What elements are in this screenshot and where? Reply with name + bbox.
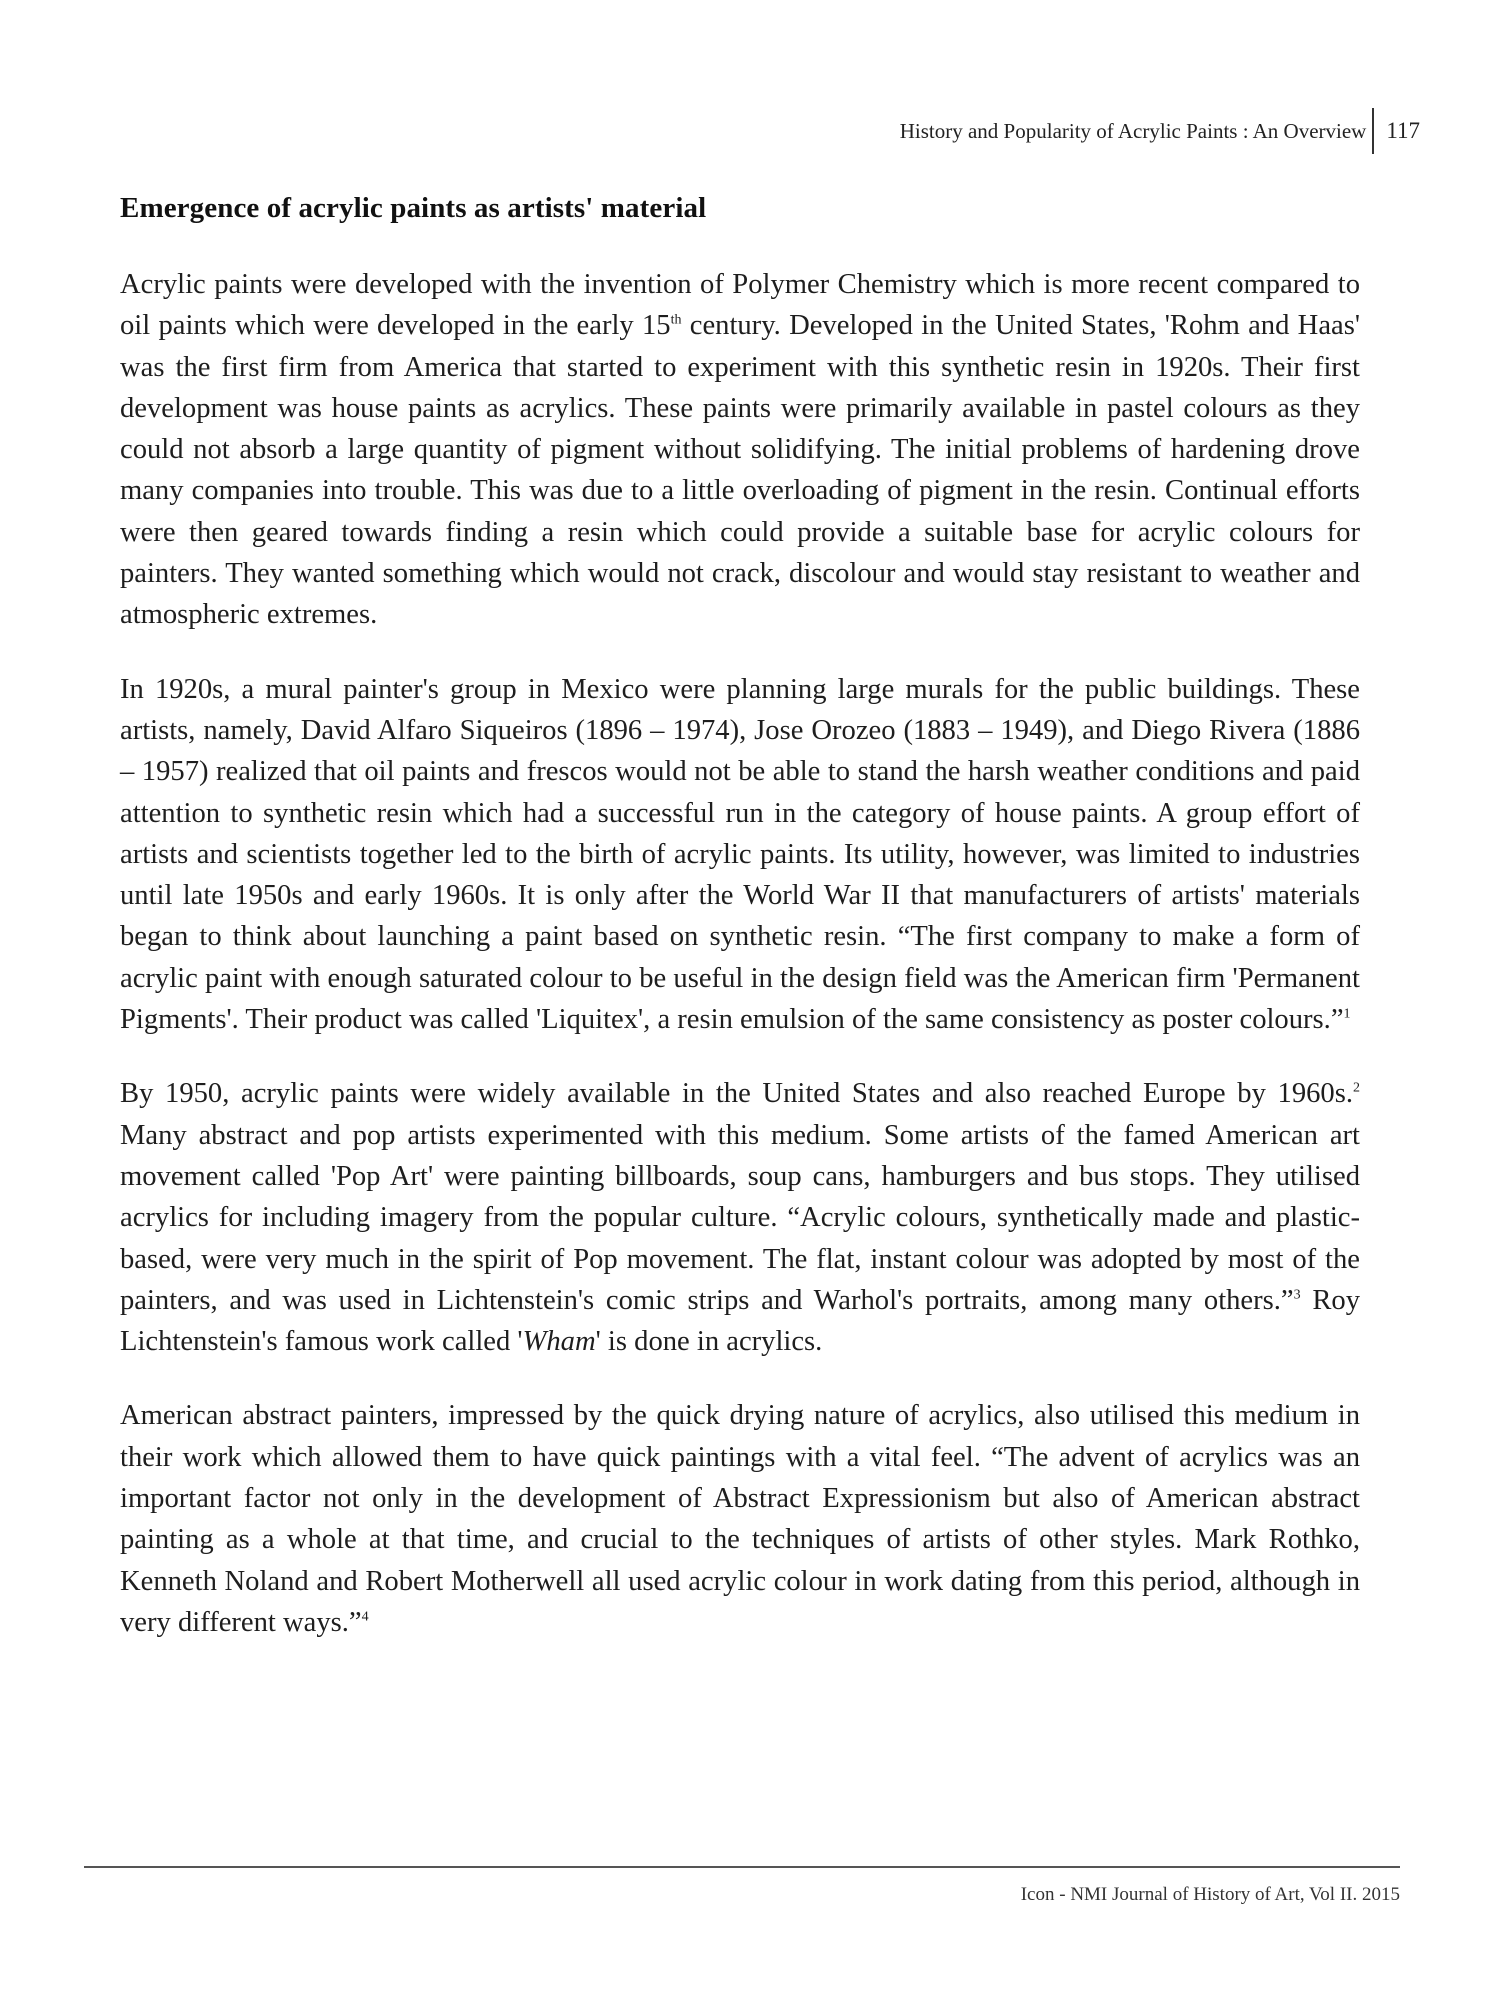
paragraph xyxy=(120,1395,1360,1643)
journal-footer: Icon - NMI Journal of History of Art, Vol II. 2015 xyxy=(1020,1884,1400,1905)
paragraph-text: Acrylic paints were developed with the invention of Polymer Chemistry which is more recent compared to oil paints which were developed in the early 15 xyxy=(120,269,1360,342)
paragraph xyxy=(120,264,1360,636)
footnote-marker: 1 xyxy=(1343,1006,1351,1022)
paragraph xyxy=(120,1073,1360,1362)
header-divider xyxy=(1372,108,1374,154)
paragraph-text: American abstract painters, impressed by the quick drying nature of acrylics, also utilised this medium in their work which allowed them to have quick paintings with a vital feel. “The advent of acrylics was an important factor not only in the development of Abstract Expressionism but also of American abstract painting as a whole at that time, and crucial to the techniques of artists of other styles. Mark Rothko, Kenneth Noland and Robert Motherwell all used acrylic colour in work dating from this period, although in very different ways.” xyxy=(120,1400,1360,1638)
italic-title: Wham xyxy=(522,1326,596,1358)
body-text xyxy=(120,264,1360,1676)
paragraph-text: By 1950, acrylic paints were widely available in the United States and also reached Europe by 1960s. xyxy=(120,1078,1353,1110)
paragraph-text: In 1920s, a mural painter's group in Mexico were planning large murals for the public buildings. These artists, namely, David Alfaro Siqueiros (1896 – 1974), Jose Orozeo (1883 – 1949), and Diego Rivera (1886 – 1957) realized that oil paints and frescos would not be able to stand the harsh weather conditions and paid attention to synthetic resin which had a successful run in the category of house paints. A group effort of artists and scientists together led to the birth of acrylic paints. Its utility, however, was limited to industries until late 1950s and early 1960s. It is only after the World War II that manufacturers of artists' materials began to think about launching a paint based on synthetic resin. “The first company to make a form of acrylic paint with enough saturated colour to be useful in the design field was the American firm 'Permanent Pigments'. Their product was called 'Liquitex', a resin emulsion of the same consistency as poster colours.” xyxy=(120,673,1360,1036)
footnote-marker: 2 xyxy=(1353,1080,1360,1096)
running-title: History and Popularity of Acrylic Paints : An Overview xyxy=(899,118,1367,143)
footnote-marker: 3 xyxy=(1293,1287,1301,1303)
paragraph-text: Many abstract and pop artists experimented with this medium. Some artists of the famed American art movement called 'Pop Art' were painting billboards, soup cans, hamburgers and bus stops. They utilised acrylics for including imagery from the popular culture. “Acrylic colours, synthetically made and plastic-based, were very much in the spirit of Pop movement. The flat, instant colour was adopted by most of the painters, and was used in Lichtenstein's comic strips and Warhol's portraits, among many others.” xyxy=(120,1119,1360,1316)
running-header xyxy=(900,108,1420,154)
footer-divider xyxy=(84,1866,1400,1868)
paragraph-text: Roy Lichtenstein's famous work called ' xyxy=(120,1284,1360,1358)
footnote-marker: 4 xyxy=(361,1609,369,1625)
paragraph-text: century. Developed in the United States, 'Rohm and Haas' was the first firm from America that started to experiment with this synthetic resin in 1920s. Their first development was house paints as acrylics. These paints were primarily available in pastel colours as they could not absorb a large quantity of pigment without solidifying. The initial problems of hardening drove many companies into trouble. This was due to a little overloading of pigment in the resin. Continual efforts were then geared towards finding a resin which could provide a suitable base for acrylic colours for painters. They wanted something which would not crack, discolour and would stay resistant to weather and atmospheric extremes. xyxy=(120,310,1360,631)
paragraph-text: ' is done in acrylics. xyxy=(595,1326,823,1358)
paragraph xyxy=(120,669,1360,1041)
page-number: 117 xyxy=(1386,118,1420,143)
footnote-marker: th xyxy=(670,312,682,328)
section-heading: Emergence of acrylic paints as artists' material xyxy=(120,192,707,224)
